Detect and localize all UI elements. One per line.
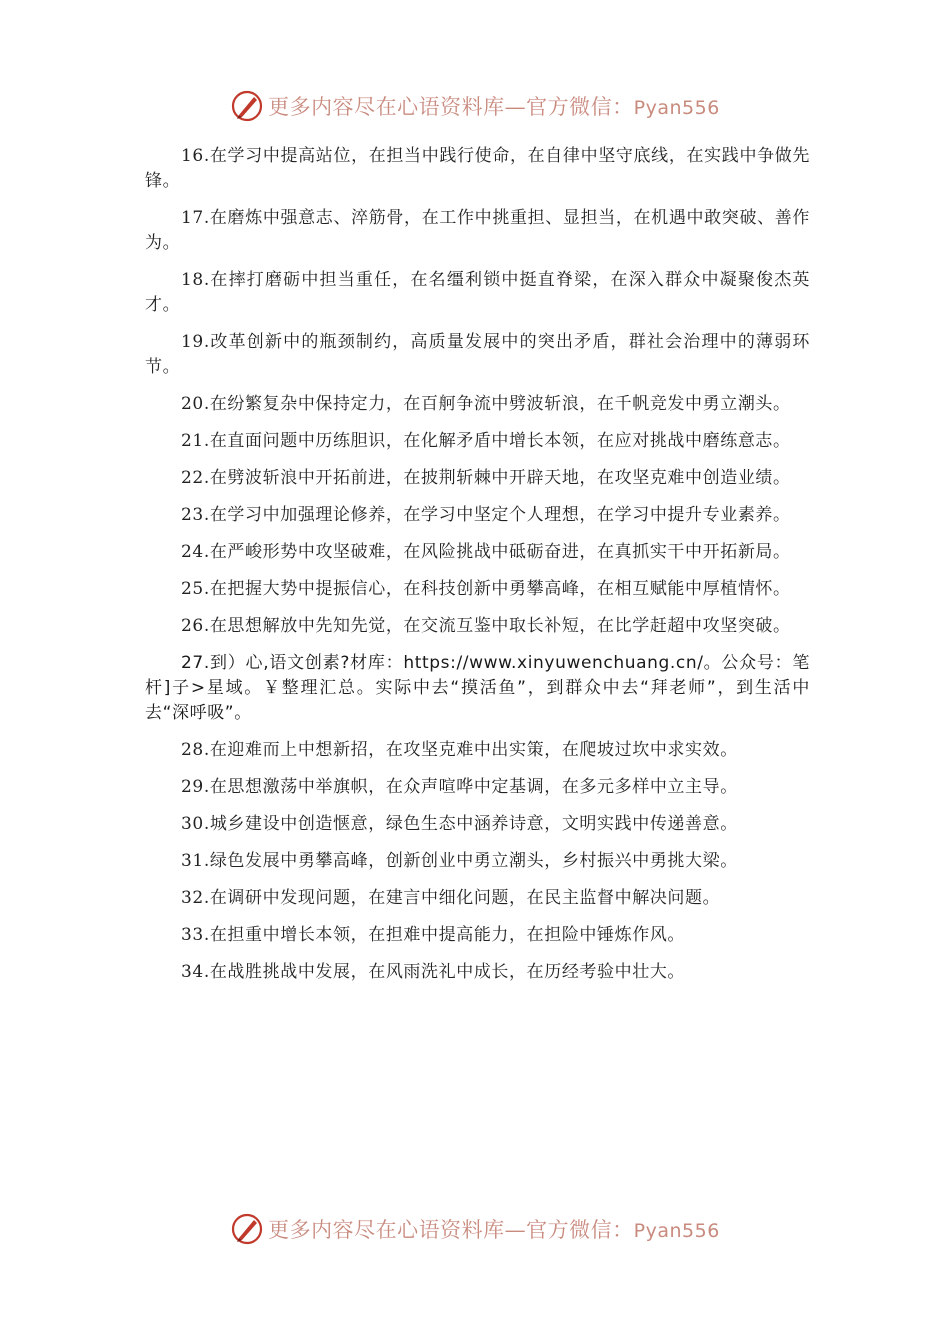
paragraph-22: 22.在劈波斩浪中开拓前进，在披荆斩棘中开辟天地，在攻坚克难中创造业绩。 <box>181 468 791 488</box>
banner-text: 更多内容尽在心语资料库—官方微信：Pyan556 <box>268 1218 720 1242</box>
paragraph-25: 25.在把握大势中提振信心，在科技创新中勇攀高峰，在相互赋能中厚植情怀。 <box>181 579 791 599</box>
banner-text: 更多内容尽在心语资料库—官方微信：Pyan556 <box>268 95 720 119</box>
paragraph-17: 17.在磨炼中强意志、淬筋骨，在工作中挑重担、显担当，在机遇中敢突破、善作为。 <box>145 208 810 253</box>
paragraph-20: 20.在纷繁复杂中保持定力，在百舸争流中劈波斩浪，在千帆竞发中勇立潮头。 <box>181 394 791 414</box>
paragraph-32: 32.在调研中发现问题，在建言中细化问题，在民主监督中解决问题。 <box>181 888 721 908</box>
paragraph-27: 27.到）心,语文创素?材库：https://www.xinyuwenchuang.cn/。公众号：笔杆]子>星域。￥整理汇总。实际中去“摸活鱼”，到群众中去“拜老师”，到生活中去“深呼吸”。 <box>145 653 810 723</box>
document-body <box>145 144 810 997</box>
pen-logo-icon <box>230 1212 264 1246</box>
paragraph-30: 30.城乡建设中创造惬意，绿色生态中涵养诗意，文明实践中传递善意。 <box>181 814 738 834</box>
pen-logo-icon <box>230 89 264 123</box>
paragraph-24: 24.在严峻形势中攻坚破难，在风险挑战中砥砺奋进，在真抓实干中开拓新局。 <box>181 542 791 562</box>
paragraph-16: 16.在学习中提高站位，在担当中践行使命，在自律中坚守底线，在实践中争做先锋。 <box>145 146 810 191</box>
paragraph-21: 21.在直面问题中历练胆识，在化解矛盾中增长本领，在应对挑战中磨练意志。 <box>181 431 791 451</box>
paragraph-26: 26.在思想解放中先知先觉，在交流互鉴中取长补短，在比学赶超中攻坚突破。 <box>181 616 791 636</box>
footer-banner <box>0 1209 950 1249</box>
paragraph-28: 28.在迎难而上中想新招，在攻坚克难中出实策，在爬坡过坎中求实效。 <box>181 740 738 760</box>
paragraph-18: 18.在摔打磨砺中担当重任，在名缰利锁中挺直脊梁，在深入群众中凝聚俊杰英才。 <box>145 270 810 315</box>
header-banner <box>0 86 950 126</box>
paragraph-23: 23.在学习中加强理论修养，在学习中坚定个人理想，在学习中提升专业素养。 <box>181 505 791 525</box>
paragraph-34: 34.在战胜挑战中发展，在风雨洗礼中成长，在历经考验中壮大。 <box>181 962 686 982</box>
paragraph-29: 29.在思想激荡中举旗帜，在众声喧哗中定基调，在多元多样中立主导。 <box>181 777 738 797</box>
paragraph-31: 31.绿色发展中勇攀高峰，创新创业中勇立潮头，乡村振兴中勇挑大梁。 <box>181 851 738 871</box>
paragraph-33: 33.在担重中增长本领，在担难中提高能力，在担险中锤炼作风。 <box>181 925 686 945</box>
paragraph-19: 19.改革创新中的瓶颈制约，高质量发展中的突出矛盾，群社会治理中的薄弱环节。 <box>145 332 810 377</box>
